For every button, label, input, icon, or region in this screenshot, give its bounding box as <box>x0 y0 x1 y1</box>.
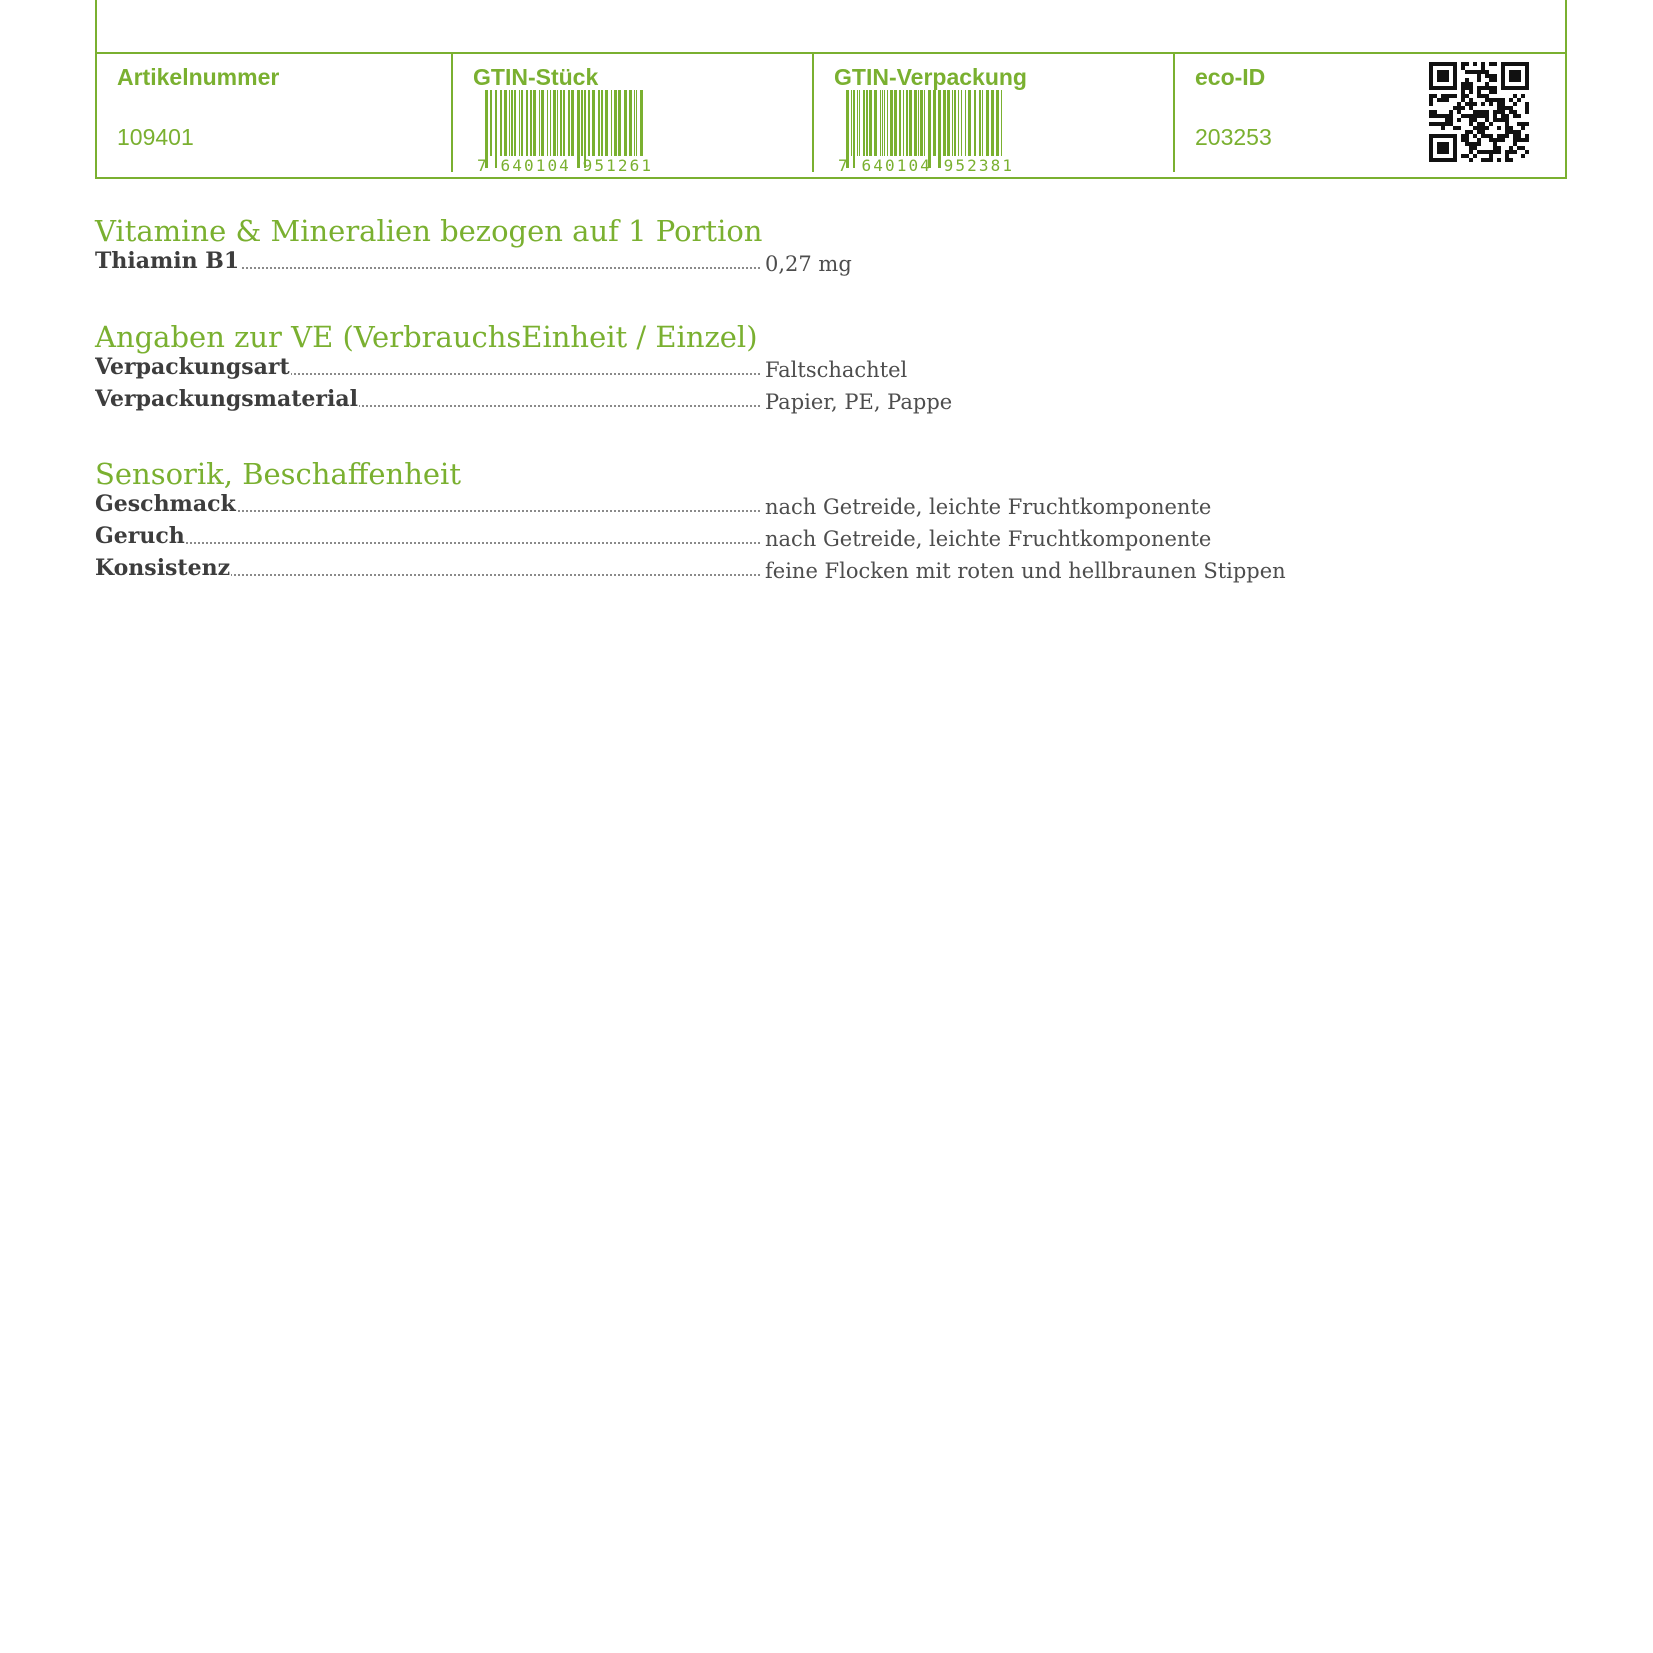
row-value: Papier, PE, Pappe <box>765 390 953 414</box>
qr-code-icon <box>1429 62 1529 162</box>
table-row <box>95 248 1495 280</box>
row-key: Thiamin B1 <box>95 248 760 274</box>
barcode-icon <box>836 90 1016 174</box>
barcode-icon <box>475 90 655 174</box>
row-value: nach Getreide, leichte Fruchtkomponente <box>765 495 1212 519</box>
gtin-stueck-label: GTIN-Stück <box>473 64 599 90</box>
svg-text:7 640104 951261: 7 640104 951261 <box>477 156 651 174</box>
product-id-table <box>95 0 1567 179</box>
row-value: Faltschachtel <box>765 358 908 382</box>
table-row <box>95 523 1495 555</box>
vitamins-section <box>95 214 1495 280</box>
gtin-verpackung-label: GTIN-Verpackung <box>834 64 1027 90</box>
table-row <box>95 386 1495 418</box>
row-key: Geruch <box>95 523 760 549</box>
packaging-section <box>95 320 1495 418</box>
gtin-verpackung-cell <box>814 54 1173 174</box>
eco-id-value: 203253 <box>1195 124 1272 150</box>
table-row <box>95 555 1495 587</box>
section-title: Angaben zur VE (VerbrauchsEinheit / Einzel) <box>95 320 758 354</box>
section-title: Sensorik, Beschaffenheit <box>95 457 461 491</box>
row-key: Geschmack <box>95 491 760 517</box>
artikelnummer-label: Artikelnummer <box>117 64 280 90</box>
row-key: Verpackungsmaterial <box>95 386 760 412</box>
section-title: Vitamine & Mineralien bezogen auf 1 Portion <box>95 214 763 248</box>
gtin-stueck-cell <box>453 54 812 174</box>
sensory-section <box>95 457 1495 587</box>
table-row <box>95 354 1495 386</box>
eco-id-cell <box>1175 54 1565 174</box>
row-value: feine Flocken mit roten und hellbraunen Stippen <box>765 559 1286 583</box>
artikelnummer-value: 109401 <box>117 124 194 150</box>
row-value: 0,27 mg <box>765 252 852 276</box>
svg-text:7 640104 952381: 7 640104 952381 <box>838 156 1012 174</box>
eco-id-label: eco-ID <box>1195 64 1266 90</box>
row-value: nach Getreide, leichte Fruchtkomponente <box>765 527 1212 551</box>
row-key: Verpackungsart <box>95 354 760 380</box>
artikelnummer-cell <box>97 54 451 174</box>
row-key: Konsistenz <box>95 555 760 581</box>
table-row <box>95 491 1495 523</box>
